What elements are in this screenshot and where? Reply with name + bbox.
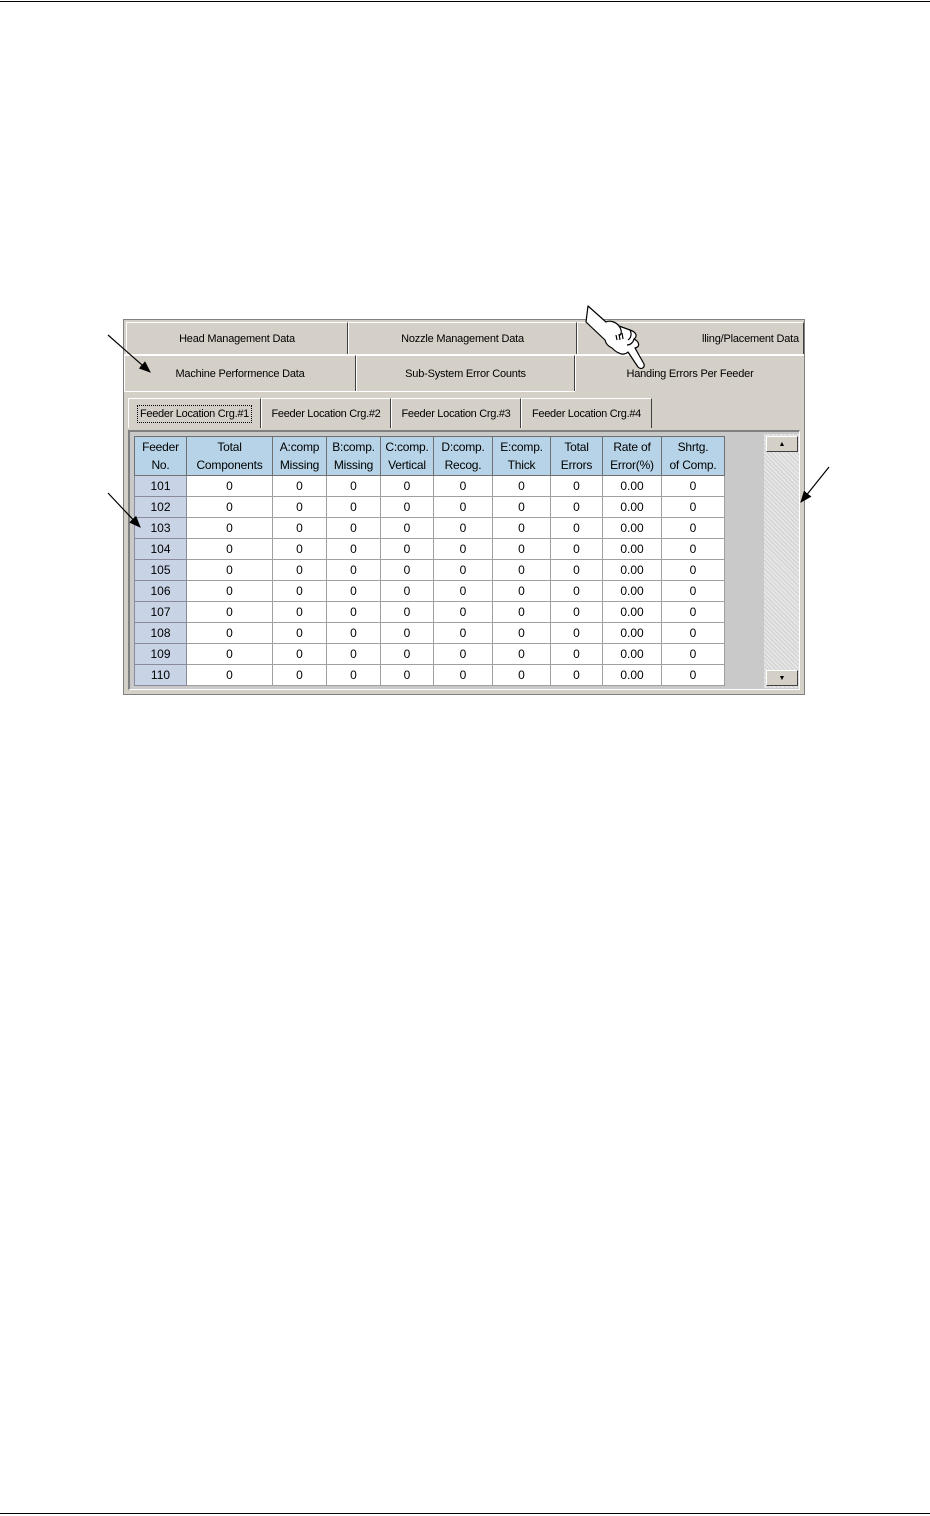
table-cell: 0 — [434, 560, 493, 581]
table-cell: 0 — [662, 518, 725, 539]
table-cell: 0 — [187, 539, 273, 560]
table-cell: 0 — [381, 665, 434, 686]
table-cell: 0 — [327, 623, 381, 644]
table-cell: 0 — [273, 560, 327, 581]
table-cell: 0 — [551, 560, 603, 581]
feeder-number-cell: 107 — [135, 602, 187, 623]
table-cell: 0 — [327, 560, 381, 581]
table-cell: 0 — [381, 644, 434, 665]
table-cell: 0 — [381, 581, 434, 602]
tab-label: Head Management Data — [179, 333, 295, 345]
table-cell: 0 — [662, 602, 725, 623]
table-cell: 0 — [381, 518, 434, 539]
table-cell: 0 — [493, 476, 551, 497]
table-cell: 0 — [662, 539, 725, 560]
tab-label: Machine Performence Data — [175, 367, 305, 380]
arrow-icon — [108, 493, 140, 527]
table-cell: 0 — [327, 497, 381, 518]
arrow-icon — [801, 467, 829, 502]
column-header-text: A:comp — [279, 440, 320, 454]
table-cell: 0 — [662, 644, 725, 665]
table-cell: 0 — [187, 623, 273, 644]
column-header-text: of Comp. — [669, 458, 717, 472]
table-cell: 0 — [273, 581, 327, 602]
table-cell: 0 — [434, 665, 493, 686]
column-header-text: Vertical — [388, 458, 426, 472]
table-cell: 0 — [273, 644, 327, 665]
column-header-text: D:comp. — [441, 440, 485, 454]
table-cell: 0 — [187, 560, 273, 581]
column-header-text: Total — [564, 440, 589, 454]
subtab-label: Feeder Location Crg.#3 — [401, 407, 511, 420]
column-header-text: Thick — [507, 458, 536, 472]
column-header-text: No. — [151, 458, 170, 472]
table-cell: 0 — [381, 602, 434, 623]
table-cell: 0 — [273, 497, 327, 518]
feeder-number-cell: 110 — [135, 665, 187, 686]
table-cell: 0 — [434, 581, 493, 602]
table-cell: 0 — [327, 665, 381, 686]
table-cell: 0 — [493, 623, 551, 644]
table-cell: 0 — [493, 497, 551, 518]
column-header-text: Feeder — [142, 440, 179, 454]
table-cell: 0 — [187, 497, 273, 518]
table-cell: 0 — [551, 602, 603, 623]
table-cell: 0 — [273, 518, 327, 539]
tab-label: Handing Errors Per Feeder — [626, 367, 754, 380]
table-cell: 0 — [434, 539, 493, 560]
subtab-label: Feeder Location Crg.#2 — [271, 407, 381, 420]
table-cell: 0 — [493, 602, 551, 623]
table-cell: 0.00 — [603, 560, 662, 581]
table-cell: 0.00 — [603, 497, 662, 518]
tab-label: Nozzle Management Data — [401, 333, 524, 345]
table-cell: 0 — [434, 518, 493, 539]
table-cell: 0 — [381, 497, 434, 518]
feeder-number-cell: 103 — [135, 518, 187, 539]
column-header-text: Missing — [279, 458, 320, 472]
arrow-up-icon: ▲ — [778, 440, 786, 448]
table-cell: 0 — [493, 644, 551, 665]
table-cell: 0 — [327, 476, 381, 497]
table-cell: 0 — [662, 665, 725, 686]
table-cell: 0 — [551, 476, 603, 497]
column-header-text: Rate of — [613, 440, 651, 454]
table-cell: 0 — [327, 518, 381, 539]
table-cell: 0 — [493, 581, 551, 602]
column-header-text: Total — [217, 440, 242, 454]
table-cell: 0.00 — [603, 623, 662, 644]
pointing-hand-icon — [586, 306, 644, 368]
feeder-number-cell: 101 — [135, 476, 187, 497]
table-cell: 0 — [434, 644, 493, 665]
column-header-text: Error(%) — [610, 458, 654, 472]
column-header-text: Missing — [333, 458, 374, 472]
table-cell: 0 — [493, 560, 551, 581]
table-cell: 0 — [381, 560, 434, 581]
table-cell: 0 — [551, 623, 603, 644]
table-cell: 0 — [273, 602, 327, 623]
table-cell: 0 — [381, 623, 434, 644]
bottom-rule — [0, 1513, 930, 1514]
table-cell: 0 — [273, 665, 327, 686]
table-cell: 0 — [551, 518, 603, 539]
table-cell: 0 — [434, 476, 493, 497]
feeder-number-cell: 104 — [135, 539, 187, 560]
subtab-label: Feeder Location Crg.#1 — [140, 407, 249, 420]
table-cell: 0 — [551, 581, 603, 602]
table-cell: 0 — [187, 665, 273, 686]
table-cell: 0 — [187, 644, 273, 665]
tab-label: Sub-System Error Counts — [405, 367, 526, 380]
feeder-number-cell: 102 — [135, 497, 187, 518]
table-cell: 0 — [493, 518, 551, 539]
tab-label: lling/Placement Data — [702, 333, 799, 345]
table-cell: 0 — [551, 665, 603, 686]
table-cell: 0 — [493, 665, 551, 686]
table-cell: 0 — [662, 476, 725, 497]
table-cell: 0 — [187, 476, 273, 497]
table-cell: 0 — [434, 497, 493, 518]
table-cell: 0.00 — [603, 518, 662, 539]
table-cell: 0.00 — [603, 602, 662, 623]
column-header-text: Shrtg. — [677, 440, 709, 454]
table-cell: 0.00 — [603, 581, 662, 602]
table-cell: 0 — [327, 644, 381, 665]
table-cell: 0 — [327, 581, 381, 602]
table-cell: 0 — [273, 476, 327, 497]
column-header-text: B:comp. — [332, 440, 375, 454]
column-header-text: Components — [196, 458, 263, 472]
column-header-text: C:comp. — [385, 440, 429, 454]
arrow-icon — [108, 335, 150, 372]
table-cell: 0.00 — [603, 539, 662, 560]
table-cell: 0 — [434, 602, 493, 623]
table-cell: 0 — [662, 581, 725, 602]
table-cell: 0 — [273, 539, 327, 560]
table-cell: 0 — [662, 623, 725, 644]
table-cell: 0 — [273, 623, 327, 644]
column-header-text: Recog. — [444, 458, 482, 472]
feeder-number-cell: 105 — [135, 560, 187, 581]
table-cell: 0 — [551, 497, 603, 518]
table-cell: 0 — [327, 539, 381, 560]
table-cell: 0 — [187, 602, 273, 623]
feeder-number-cell: 109 — [135, 644, 187, 665]
table-cell: 0.00 — [603, 644, 662, 665]
table-cell: 0 — [381, 539, 434, 560]
column-header-text: Errors — [560, 458, 593, 472]
table-cell: 0 — [551, 644, 603, 665]
feeder-number-cell: 108 — [135, 623, 187, 644]
subtab-label: Feeder Location Crg.#4 — [532, 407, 641, 420]
table-cell: 0 — [327, 602, 381, 623]
table-cell: 0 — [187, 518, 273, 539]
table-cell: 0 — [662, 560, 725, 581]
table-cell: 0 — [381, 476, 434, 497]
table-cell: 0 — [662, 497, 725, 518]
column-header-text: E:comp. — [500, 440, 543, 454]
arrow-down-icon: ▼ — [778, 674, 786, 682]
feeder-number-cell: 106 — [135, 581, 187, 602]
table-cell: 0 — [493, 539, 551, 560]
table-cell: 0 — [187, 581, 273, 602]
table-cell: 0 — [434, 623, 493, 644]
table-cell: 0.00 — [603, 476, 662, 497]
table-cell: 0 — [551, 539, 603, 560]
table-cell: 0.00 — [603, 665, 662, 686]
